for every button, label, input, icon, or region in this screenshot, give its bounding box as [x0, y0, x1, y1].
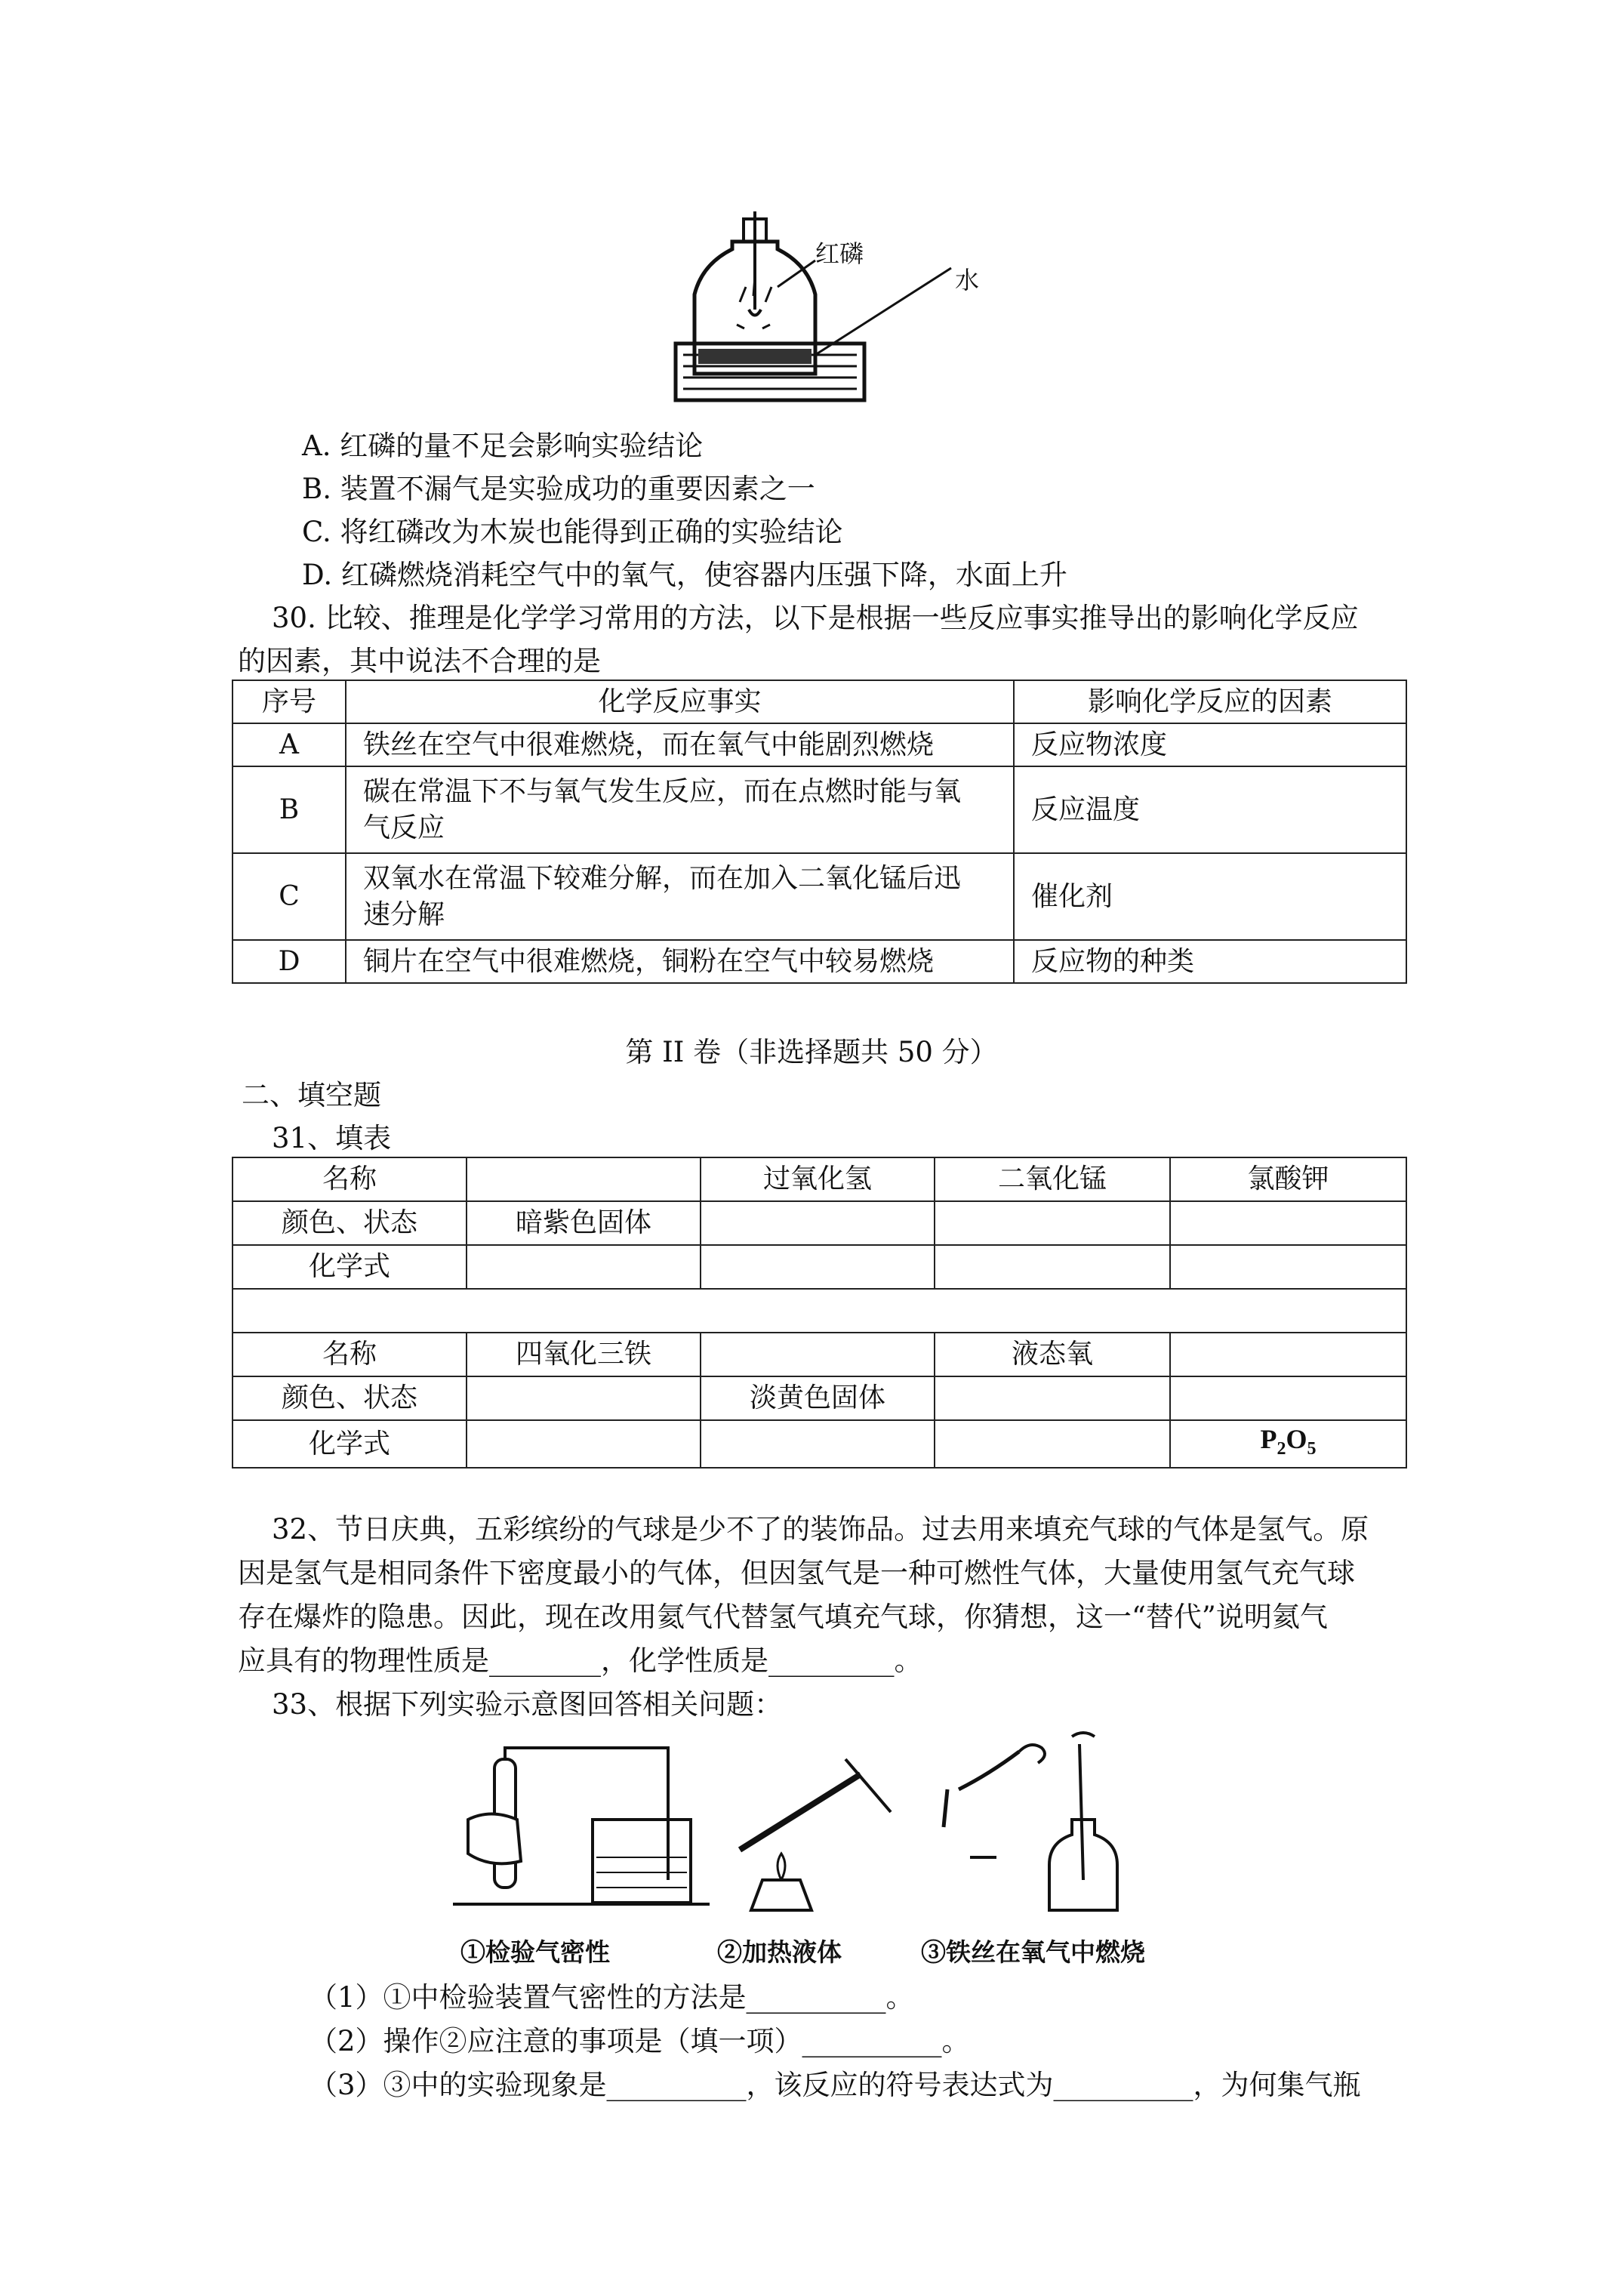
caption-heating-liquid: ②加热液体 — [717, 1937, 842, 1967]
experiment-figures — [438, 1729, 1193, 1933]
q30-row-fact: 双氧水在常温下较难分解，而在加入二氧化锰后迅 速分解 — [346, 853, 1014, 940]
q31-cell: 暗紫色固体 — [467, 1201, 701, 1245]
q31-cell: 氯酸钾 — [1170, 1157, 1406, 1201]
q30-row-factor: 反应温度 — [1014, 766, 1406, 853]
table-row — [233, 1376, 1406, 1420]
q31-cell — [467, 1245, 701, 1289]
q31-cell: 四氧化三铁 — [467, 1333, 701, 1376]
q33-sub2: （2）操作②应注意的事项是（填一项）__________。 — [310, 2025, 970, 2057]
q31-cell — [467, 1376, 701, 1420]
table-row — [233, 1245, 1406, 1289]
q31-cell — [935, 1245, 1170, 1289]
q31-title: 31、填表 — [272, 1122, 392, 1154]
q33-title: 33、根据下列实验示意图回答相关问题： — [272, 1688, 783, 1721]
row-label-formula: 化学式 — [233, 1245, 467, 1289]
table-row — [233, 853, 1406, 940]
table-row — [233, 723, 1406, 766]
q29-option-b: B. 装置不漏气是实验成功的重要因素之一 — [302, 473, 815, 505]
caption-airtightness-check: ①检验气密性 — [460, 1937, 610, 1967]
q33-sub1: （1）①中检验装置气密性的方法是__________。 — [310, 1981, 914, 2014]
q30-row-factor: 反应物的种类 — [1014, 940, 1406, 983]
table-row — [233, 1333, 1406, 1376]
q31-cell — [1170, 1333, 1406, 1376]
q30-row-id: B — [233, 766, 346, 853]
q31-cell: 淡黄色固体 — [701, 1376, 935, 1420]
section-title: 二、填空题 — [242, 1079, 381, 1111]
q30-row-fact: 碳在常温下不与氧气发生反应，而在点燃时能与氧 气反应 — [346, 766, 1014, 853]
q30-row-factor: 催化剂 — [1014, 853, 1406, 940]
table-row — [233, 766, 1406, 853]
part2-title: 第 II 卷（非选择题共 50 分） — [625, 1036, 998, 1068]
q31-cell — [701, 1333, 935, 1376]
formula-p2o5: $P_2O_5$ — [1170, 1420, 1406, 1468]
q31-cell — [701, 1420, 935, 1468]
q30-row-fact: 铜片在空气中很难燃烧，铜粉在空气中较易燃烧 — [346, 940, 1014, 983]
q30-row-id: A — [233, 723, 346, 766]
q31-cell — [1170, 1245, 1406, 1289]
table-row-spacer — [233, 1289, 1406, 1333]
q31-cell: 二氧化锰 — [935, 1157, 1170, 1201]
q30-header-id: 序号 — [233, 680, 346, 723]
q29-option-a: A. 红磷的量不足会影响实验结论 — [302, 430, 704, 462]
q31-cell — [701, 1201, 935, 1245]
q31-spacer — [233, 1289, 1406, 1333]
row-label-color-state: 颜色、状态 — [233, 1376, 467, 1420]
q32-line4: 应具有的物理性质是________，化学性质是_________。 — [238, 1644, 922, 1677]
q29-option-c: C. 将红磷改为木炭也能得到正确的实验结论 — [302, 516, 843, 548]
caption-iron-wire-combustion: ③铁丝在氧气中燃烧 — [921, 1937, 1145, 1967]
q30-row-fact: 铁丝在空气中很难燃烧，而在氧气中能剧烈燃烧 — [346, 723, 1014, 766]
row-label-name: 名称 — [233, 1333, 467, 1376]
q30-row-id: D — [233, 940, 346, 983]
label-red-phosphorus: 红磷 — [815, 239, 864, 268]
q32-line2: 因是氢气是相同条件下密度最小的气体，但因氢气是一种可燃性气体，大量使用氢气充气球 — [238, 1557, 1355, 1589]
q30-row-factor: 反应物浓度 — [1014, 723, 1406, 766]
q30-header-factor: 影响化学反应的因素 — [1014, 680, 1406, 723]
q31-cell — [935, 1376, 1170, 1420]
q31-cell — [467, 1420, 701, 1468]
row-label-formula: 化学式 — [233, 1420, 467, 1468]
q30-stem-line2: 的因素，其中说法不合理的是 — [238, 645, 601, 677]
q30-header-fact: 化学反应事实 — [346, 680, 1014, 723]
q31-cell — [935, 1201, 1170, 1245]
q33-sub3: （3）③中的实验现象是__________，该反应的符号表达式为__________，为何集气瓶 — [310, 2069, 1361, 2101]
q31-cell — [1170, 1376, 1406, 1420]
q29-option-d: D. 红磷燃烧消耗空气中的氧气，使容器内压强下降，水面上升 — [302, 559, 1067, 591]
table-row — [233, 1420, 1406, 1468]
q30-row-id: C — [233, 853, 346, 940]
q31-cell — [1170, 1201, 1406, 1245]
row-label-color-state: 颜色、状态 — [233, 1201, 467, 1245]
q31-cell: 液态氧 — [935, 1333, 1170, 1376]
table-row — [233, 1157, 1406, 1201]
q31-cell — [935, 1420, 1170, 1468]
q31-cell: 过氧化氢 — [701, 1157, 935, 1201]
table-row — [233, 940, 1406, 983]
q32-line1: 32、节日庆典，五彩缤纷的气球是少不了的装饰品。过去用来填充气球的气体是氢气。原 — [272, 1513, 1369, 1546]
q32-line3: 存在爆炸的隐患。因此，现在改用氦气代替氢气填充气球，你猜想，这一“替代”说明氦气 — [238, 1601, 1328, 1633]
table-row — [233, 1201, 1406, 1245]
q31-cell — [701, 1245, 935, 1289]
q30-stem-line1: 30. 比较、推理是化学学习常用的方法，以下是根据一些反应事实推导出的影响化学反应 — [272, 602, 1359, 634]
q31-table — [232, 1157, 1407, 1469]
row-label-name: 名称 — [233, 1157, 467, 1201]
label-water: 水 — [955, 266, 980, 294]
q30-table — [232, 680, 1407, 984]
q31-cell — [467, 1157, 701, 1201]
